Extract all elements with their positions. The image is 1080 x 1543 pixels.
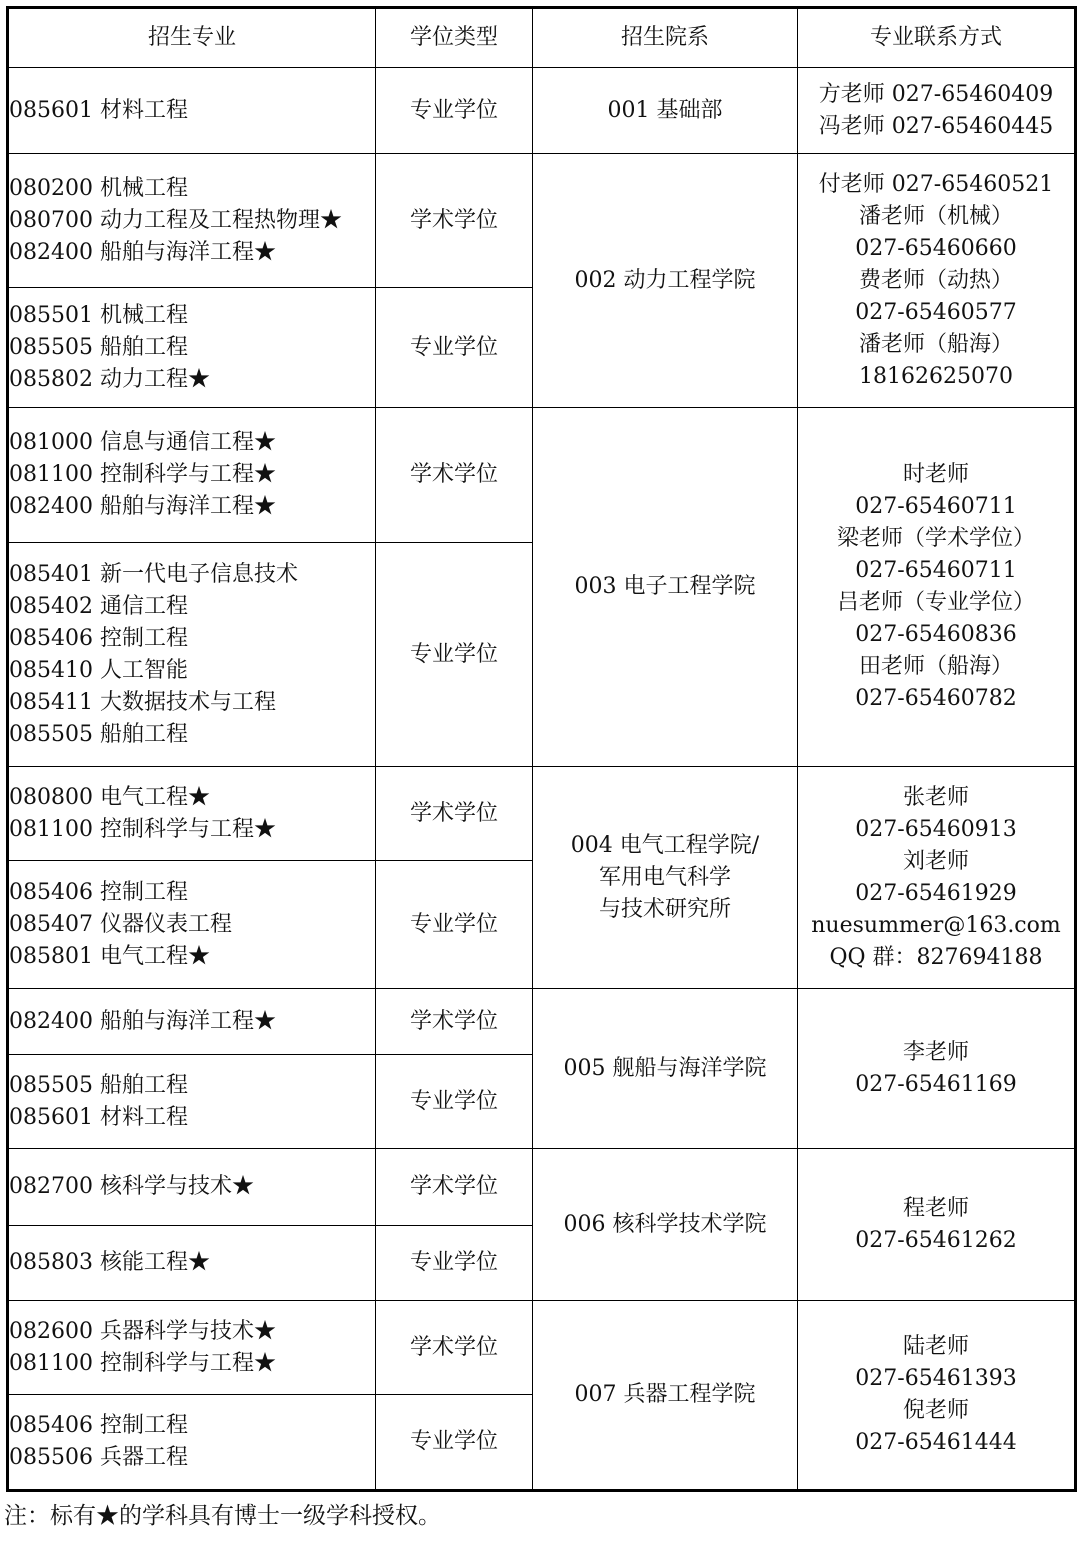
contact-cell bbox=[798, 154, 1076, 408]
major-line: 085406 控制工程 bbox=[9, 1413, 188, 1438]
contact-line: 18162625070 bbox=[859, 363, 1013, 389]
major-line: 082400 船舶与海洋工程★ bbox=[9, 494, 276, 519]
contact-line: 027-65460913 bbox=[855, 816, 1017, 842]
major-cell bbox=[8, 861, 376, 989]
department-line: 003 电子工程学院 bbox=[574, 574, 756, 599]
major-line: 085407 仪器仪表工程 bbox=[9, 911, 232, 937]
major-line: 080700 动力工程及工程热物理★ bbox=[9, 207, 342, 233]
degree-type-cell: 学术学位 bbox=[376, 989, 533, 1055]
footnote: 注：标有★的学科具有博士一级学科授权。 bbox=[4, 1503, 441, 1529]
header-department: 招生院系 bbox=[533, 8, 798, 68]
header-degree-type: 学位类型 bbox=[376, 8, 533, 68]
department-line: 006 核科学技术学院 bbox=[563, 1211, 767, 1237]
major-line: 085803 核能工程★ bbox=[9, 1250, 210, 1275]
header-contact: 专业联系方式 bbox=[798, 8, 1076, 68]
contact-line: 程老师 bbox=[902, 1195, 969, 1221]
major-line: 085410 人工智能 bbox=[9, 657, 188, 683]
major-line: 085406 控制工程 bbox=[9, 879, 188, 905]
contact-line: 倪老师 bbox=[902, 1398, 969, 1423]
major-line: 085505 船舶工程 bbox=[9, 334, 188, 360]
contact-line: 027-65461169 bbox=[855, 1071, 1017, 1097]
contact-line: 费老师（动热） bbox=[858, 267, 1013, 293]
major-line: 085411 大数据技术与工程 bbox=[9, 689, 276, 715]
contact-line: 027-65460782 bbox=[855, 686, 1017, 711]
major-line: 080800 电气工程★ bbox=[9, 784, 210, 810]
table-row bbox=[8, 154, 1076, 288]
table-row bbox=[8, 408, 1076, 543]
table-row bbox=[8, 1149, 1076, 1226]
contact-line: 方老师 027-65460409 bbox=[818, 81, 1054, 107]
contact-line: 冯老师 027-65460445 bbox=[818, 113, 1054, 139]
degree-type-cell: 专业学位 bbox=[376, 288, 533, 408]
department-line: 001 基础部 bbox=[607, 97, 723, 123]
degree-type-cell: 专业学位 bbox=[376, 1226, 533, 1301]
degree-type-cell: 学术学位 bbox=[376, 767, 533, 861]
department-cell bbox=[533, 68, 798, 154]
major-line: 082700 核科学与技术★ bbox=[9, 1174, 254, 1199]
degree-type-cell: 学术学位 bbox=[376, 1301, 533, 1395]
department-cell bbox=[533, 989, 798, 1149]
department-line: 004 电气工程学院/ bbox=[570, 832, 760, 858]
department-cell bbox=[533, 767, 798, 989]
major-line: 085802 动力工程★ bbox=[9, 366, 210, 392]
table-row bbox=[8, 68, 1076, 154]
department-line: 与技术研究所 bbox=[598, 896, 731, 922]
department-line: 军用电气科学 bbox=[598, 864, 731, 890]
contact-line: 吕老师（专业学位） bbox=[836, 590, 1035, 615]
major-line: 081100 控制科学与工程★ bbox=[9, 1350, 276, 1376]
major-cell bbox=[8, 288, 376, 408]
contact-line: nuesummer@163.com bbox=[811, 912, 1061, 938]
major-cell bbox=[8, 543, 376, 767]
contact-cell bbox=[798, 68, 1076, 154]
department-cell bbox=[533, 1301, 798, 1491]
contact-cell bbox=[798, 989, 1076, 1149]
major-cell bbox=[8, 1055, 376, 1149]
major-line: 085601 材料工程 bbox=[9, 97, 188, 123]
major-cell bbox=[8, 767, 376, 861]
contact-line: 027-65460836 bbox=[855, 622, 1017, 647]
contact-line: 李老师 bbox=[902, 1039, 969, 1065]
major-cell bbox=[8, 1301, 376, 1395]
contact-line: 付老师 027-65460521 bbox=[818, 171, 1054, 197]
major-line: 085401 新一代电子信息技术 bbox=[9, 561, 298, 587]
contact-line: 田老师（船海） bbox=[858, 654, 1013, 679]
contact-line: 潘老师（船海） bbox=[858, 331, 1013, 357]
major-line: 082400 船舶与海洋工程★ bbox=[9, 239, 276, 265]
degree-type-cell: 专业学位 bbox=[376, 68, 533, 154]
contact-cell bbox=[798, 1301, 1076, 1491]
major-cell bbox=[8, 154, 376, 288]
major-cell bbox=[8, 1149, 376, 1226]
major-line: 085505 船舶工程 bbox=[9, 1072, 188, 1098]
degree-type-cell: 专业学位 bbox=[376, 543, 533, 767]
department-cell bbox=[533, 408, 798, 767]
major-line: 080200 机械工程 bbox=[9, 175, 188, 201]
major-line: 085601 材料工程 bbox=[9, 1104, 188, 1130]
department-line: 005 舰船与海洋学院 bbox=[563, 1055, 767, 1081]
major-line: 082600 兵器科学与技术★ bbox=[9, 1318, 276, 1344]
major-line: 085406 控制工程 bbox=[9, 625, 188, 651]
department-cell bbox=[533, 154, 798, 408]
major-line: 081100 控制科学与工程★ bbox=[9, 462, 276, 487]
degree-type-cell: 学术学位 bbox=[376, 154, 533, 288]
table-row bbox=[8, 1301, 1076, 1395]
contact-line: 027-65460711 bbox=[855, 558, 1017, 583]
contact-line: 刘老师 bbox=[902, 848, 969, 874]
degree-type-cell: 专业学位 bbox=[376, 861, 533, 989]
degree-type-cell: 学术学位 bbox=[376, 408, 533, 543]
contact-line: QQ 群：827694188 bbox=[829, 944, 1043, 970]
table-row bbox=[8, 989, 1076, 1055]
major-cell bbox=[8, 1226, 376, 1301]
contact-line: 027-65461262 bbox=[855, 1227, 1017, 1253]
contact-cell bbox=[798, 408, 1076, 767]
major-cell bbox=[8, 989, 376, 1055]
major-line: 085501 机械工程 bbox=[9, 302, 188, 328]
degree-type-cell: 专业学位 bbox=[376, 1395, 533, 1491]
contact-line: 张老师 bbox=[902, 784, 969, 810]
major-line: 085402 通信工程 bbox=[9, 593, 188, 619]
department-line: 002 动力工程学院 bbox=[574, 267, 756, 293]
major-cell bbox=[8, 408, 376, 543]
degree-type-cell: 专业学位 bbox=[376, 1055, 533, 1149]
department-line: 007 兵器工程学院 bbox=[574, 1382, 756, 1407]
contact-line: 陆老师 bbox=[902, 1334, 969, 1359]
contact-line: 梁老师（学术学位） bbox=[836, 526, 1035, 551]
contact-cell bbox=[798, 1149, 1076, 1301]
table-body bbox=[8, 68, 1076, 1491]
contact-line: 027-65460711 bbox=[855, 494, 1017, 519]
contact-line: 027-65461444 bbox=[855, 1430, 1017, 1455]
contact-cell bbox=[798, 767, 1076, 989]
contact-line: 027-65461929 bbox=[855, 880, 1017, 906]
major-line: 081000 信息与通信工程★ bbox=[9, 430, 276, 455]
contact-line: 时老师 bbox=[902, 462, 969, 487]
contact-line: 潘老师（机械） bbox=[858, 203, 1013, 229]
major-cell bbox=[8, 68, 376, 154]
major-line: 082400 船舶与海洋工程★ bbox=[9, 1008, 276, 1034]
department-cell bbox=[533, 1149, 798, 1301]
header-row bbox=[8, 8, 1076, 68]
major-cell bbox=[8, 1395, 376, 1491]
major-line: 085505 船舶工程 bbox=[9, 721, 188, 747]
major-line: 085506 兵器工程 bbox=[9, 1445, 188, 1470]
contact-line: 027-65461393 bbox=[855, 1366, 1017, 1391]
major-line: 085801 电气工程★ bbox=[9, 943, 210, 969]
degree-type-cell: 学术学位 bbox=[376, 1149, 533, 1226]
major-line: 081100 控制科学与工程★ bbox=[9, 816, 276, 842]
admissions-table bbox=[6, 6, 1077, 1492]
contact-line: 027-65460660 bbox=[855, 235, 1017, 261]
table-row bbox=[8, 767, 1076, 861]
contact-line: 027-65460577 bbox=[855, 299, 1017, 325]
header-major: 招生专业 bbox=[8, 8, 376, 68]
